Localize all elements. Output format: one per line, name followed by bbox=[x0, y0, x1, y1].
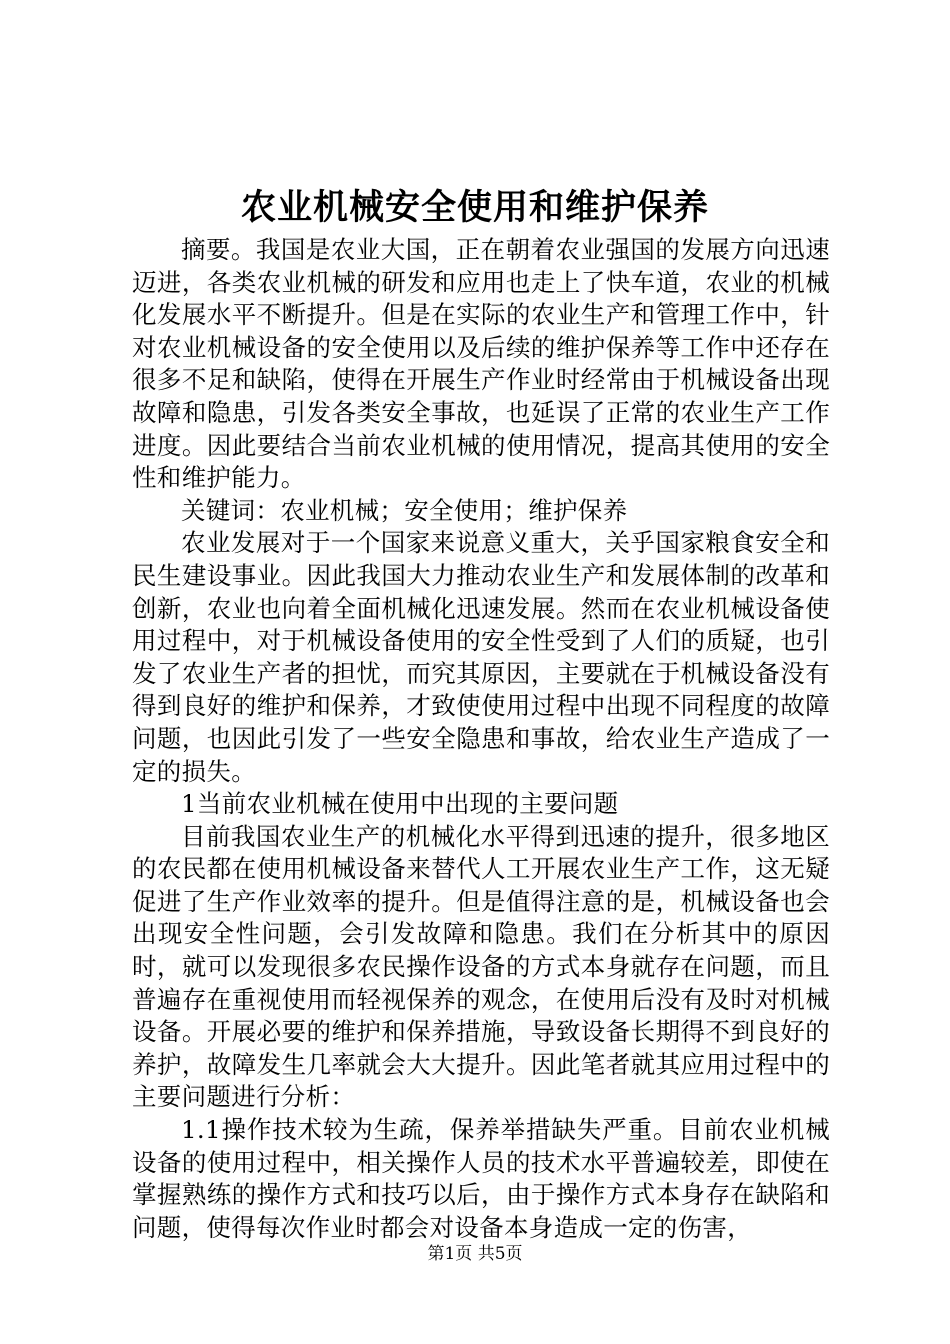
subsection-paragraph: 1.1操作技术较为生疏，保养举措缺失严重。目前农业机械设备的使用过程中，相关操作人员的技术水平普遍较差，即使在掌握熟练的操作方式和技巧以后，由于操作方式本身存在缺陷和问题，使得每次作业时都会对设备本身造成一定的伤害， bbox=[132, 1115, 830, 1242]
section-heading: 1当前农业机械在使用中出现的主要问题 bbox=[181, 789, 619, 819]
body-paragraph: 目前我国农业生产的机械化水平得到迅速的提升，很多地区的农民都在使用机械设备来替代人工开展农业生产工作，这无疑促进了生产作业效率的提升。但是值得注意的是，机械设备也会出现安全性问题，会引发故障和隐患。我们在分析其中的原因时，就可以发现很多农民操作设备的方式本身就存在问题，而且普遍存在重视使用而轻视保养的观念，在使用后没有及时对机械设备。开展必要的维护和保养措施，导致设备长期得不到良好的养护，故障发生几率就会大大提升。因此笔者就其应用过程中的主要问题进行分析： bbox=[132, 821, 830, 1112]
body-paragraph: 农业发展对于一个国家来说意义重大，关乎国家粮食安全和民生建设事业。因此我国大力推动农业生产和发展体制的改革和创新，农业也向着全面机械化迅速发展。然而在农业机械设备使用过程中，对于机械设备使用的安全性受到了人们的质疑，也引发了农业生产者的担忧，而究其原因，主要就在于机械设备没有得到良好的维护和保养，才致使使用过程中出现不同程度的故障问题，也因此引发了一些安全隐患和事故，给农业生产造成了一定的损失。 bbox=[132, 528, 830, 786]
page-footer: 第1页 共5页 bbox=[427, 1244, 523, 1264]
document-body bbox=[132, 234, 830, 1244]
document-title: 农业机械安全使用和维护保养 bbox=[240, 187, 709, 228]
abstract-paragraph: 摘要。我国是农业大国，正在朝着农业强国的发展方向迅速迈进，各类农业机械的研发和应用也走上了快车道，农业的机械化发展水平不断提升。但是在实际的农业生产和管理工作中，针对农业机械设备的安全使用以及后续的维护保养等工作中还存在很多不足和缺陷，使得在开展生产作业时经常由于机械设备出现故障和隐患，引发各类安全事故，也延误了正常的农业生产工作进度。因此要结合当前农业机械的使用情况，提高其使用的安全性和维护能力。 bbox=[132, 235, 830, 493]
keywords-paragraph: 关键词：农业机械；安全使用；维护保养 bbox=[181, 495, 628, 525]
